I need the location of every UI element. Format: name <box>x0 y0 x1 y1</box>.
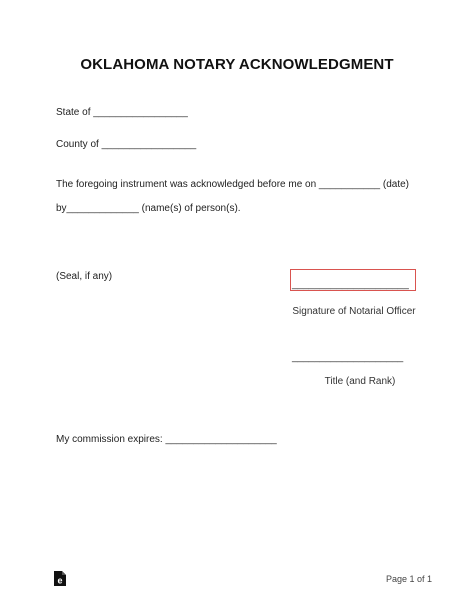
eforms-logo-icon <box>53 571 67 586</box>
seal-label: (Seal, if any) <box>56 271 113 282</box>
logo-letter: e <box>57 575 63 586</box>
county-field: County of _________________ <box>56 139 197 150</box>
title-rank-label: Title (and Rank) <box>324 376 396 387</box>
title-blank[interactable]: ____________________ <box>292 352 404 363</box>
signature-label: Signature of Notarial Officer <box>292 306 416 317</box>
persons-name-field: by_____________ (name(s) of person(s). <box>56 203 241 214</box>
commission-expiry-field: My commission expires: ____________________ <box>56 434 277 445</box>
document-title: OKLAHOMA NOTARY ACKNOWLEDGMENT <box>80 56 394 73</box>
signature-blank: _____________________ <box>292 279 409 290</box>
eforms-logo-glyph <box>53 571 67 586</box>
signature-field[interactable] <box>290 269 416 291</box>
page-number: Page 1 of 1 <box>385 574 432 584</box>
state-field: State of _________________ <box>56 107 188 118</box>
acknowledgment-statement: The foregoing instrument was acknowledged before me on ___________ (date) <box>56 179 410 190</box>
